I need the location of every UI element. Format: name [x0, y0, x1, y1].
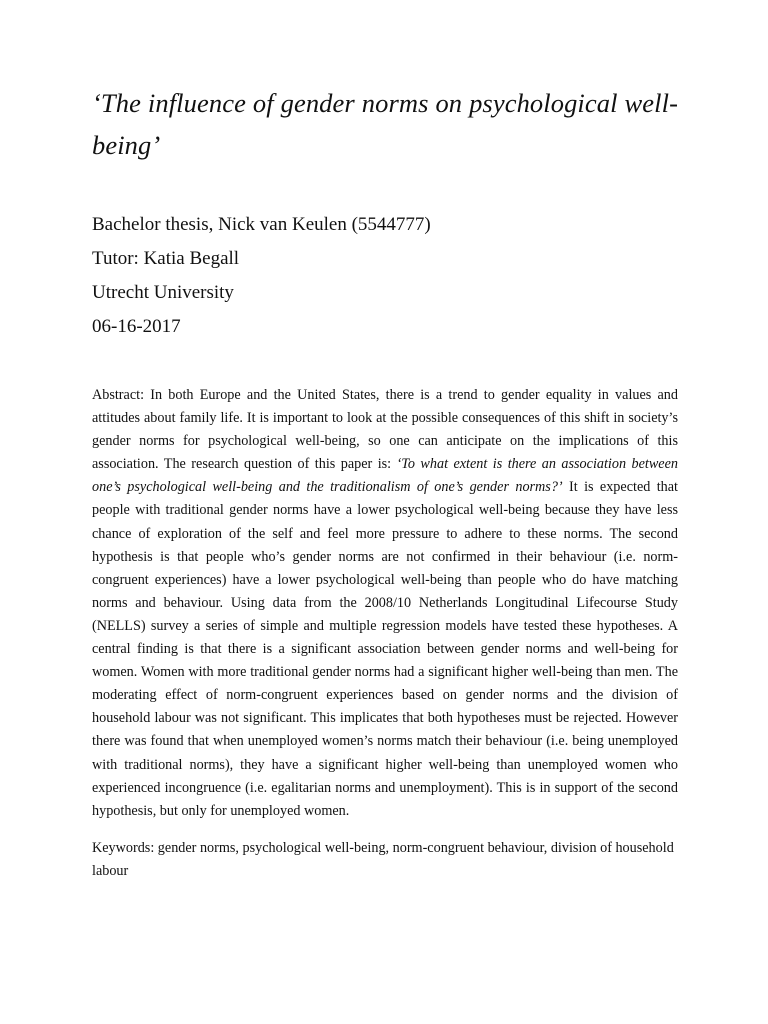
thesis-author-line: Bachelor thesis, Nick van Keulen (5544777) — [92, 214, 431, 235]
paper-title: ‘The influence of gender norms on psychological well-being’ — [92, 88, 678, 160]
paper-meta — [92, 208, 678, 344]
research-question: ‘To what extent is there an association between one’s psychological well-being and the traditionalism of one’s gender norms?’ — [92, 456, 678, 496]
abstract-text-part1: Abstract: In both Europe and the United States, there is a trend to gender equality in values and attitudes about family life. It is important to look at the possible consequences of this shift in society’s gender norms for psychological well-being, so one can anticipate on the implications of this association. The research question of this paper is: — [92, 387, 678, 473]
abstract-text-part2: It is expected that people with traditional gender norms have a lower psychological well-being because they have less chance of exploration of the self and feel more pressure to adhere to these norms. The second hypothesis is that people who’s gender norms are not confirmed in their behaviour (i.e. norm-congruent experiences) have a lower psychological well-being than people who do have matching norms and behaviour. Using data from the 2008/10 Netherlands Longitudinal Lifecourse Study (NELLS) survey a series of simple and multiple regression models have tested these hypotheses. A central finding is that there is a significant association between gender norms and well-being for women. Women with more traditional gender norms had a significant higher well-being than men. The moderating effect of norm-congruent experiences based on gender norms and the division of household labour was not significant. This implicates that both hypotheses must be rejected. However there was found that when unemployed women’s norms match their behaviour (i.e. being unemployed with traditional norms), they have a significant higher well-being than unemployed women who experienced incongruence (i.e. egalitarian norms and unemployment). This is in support of the second hypothesis, but only for unemployed women. — [92, 479, 678, 819]
tutor-line: Tutor: Katia Begall — [92, 248, 240, 269]
abstract-paragraph — [92, 384, 678, 823]
university-line: Utrecht University — [92, 282, 234, 303]
paper-page — [92, 82, 678, 883]
keywords-line: Keywords: gender norms, psychological well-being, norm-congruent behaviour, division of household labour — [92, 839, 674, 880]
date-line: 06-16-2017 — [92, 316, 181, 337]
